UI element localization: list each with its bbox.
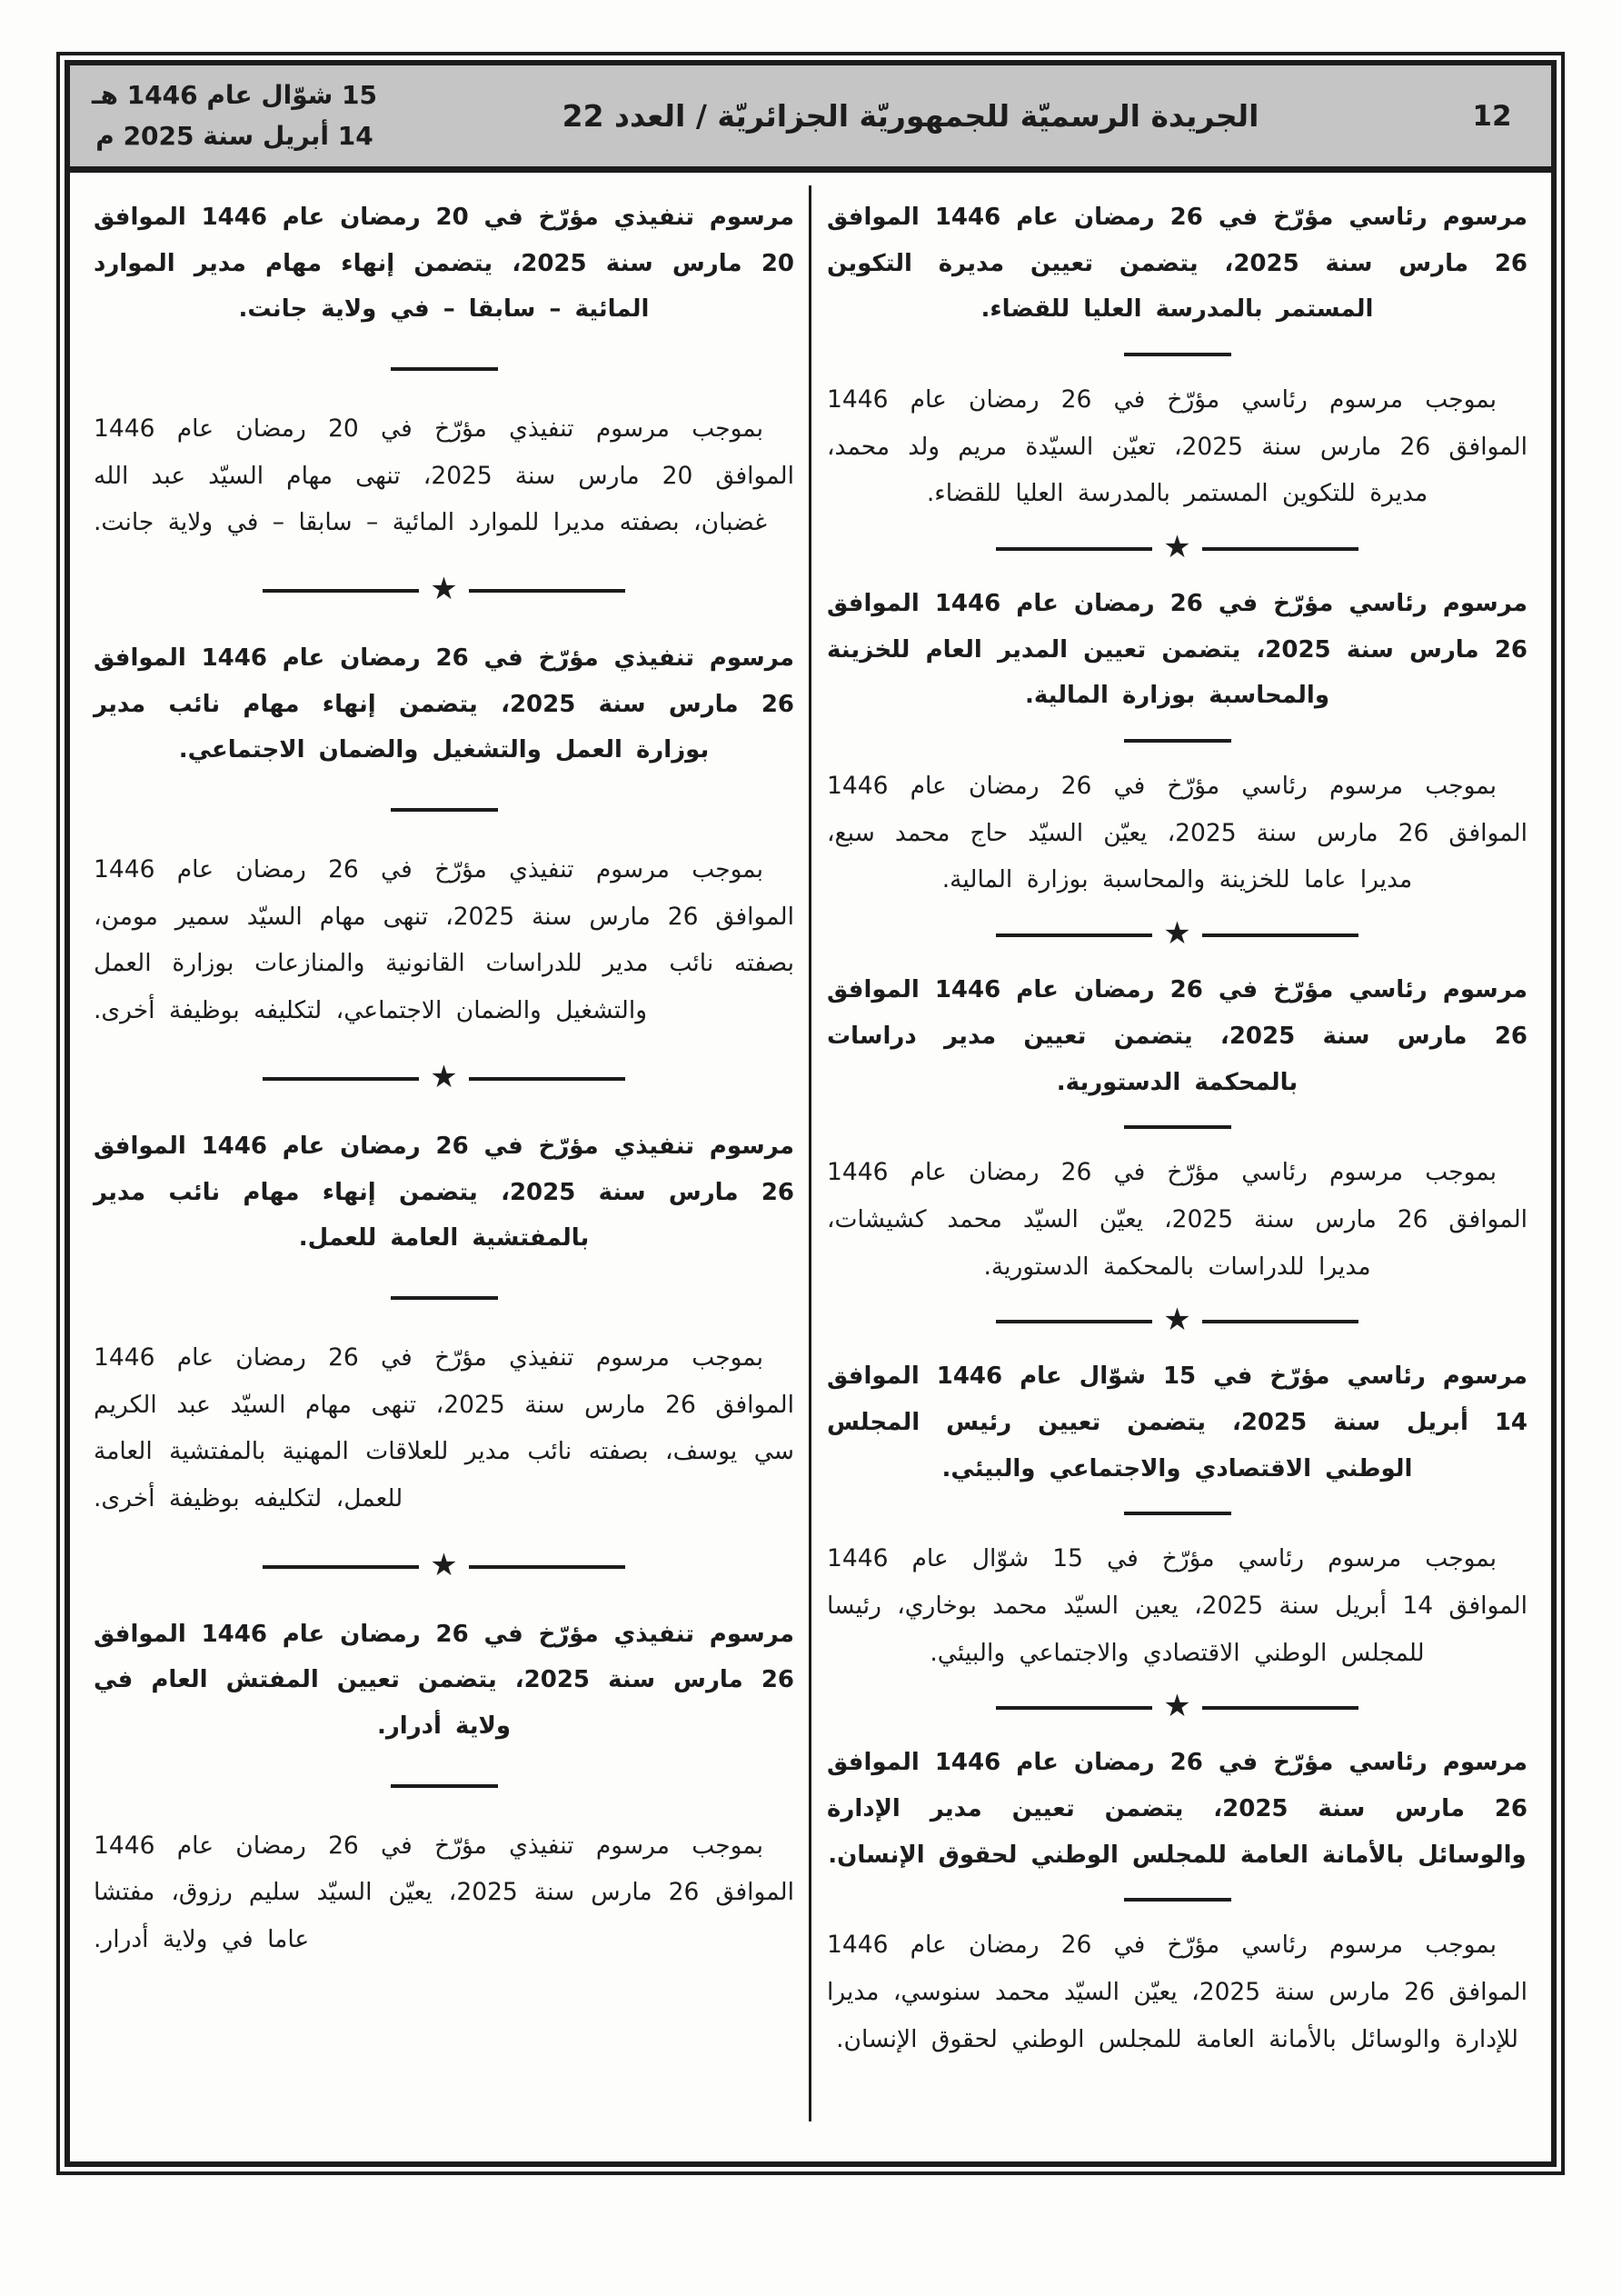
separator-line [263,1077,419,1081]
separator-line [469,589,625,593]
title-body-rule [391,367,498,371]
separator-line [1202,547,1358,551]
hijri-date: 15 شوّال عام 1446 هـ [91,79,378,110]
title-body-rule [1124,353,1231,356]
decree-title: مرسوم تنفيذي مؤرّخ في 26 رمضان عام 1446 الموافق 26 مارس سنة 2025، يتضمن تعيين المفتش العام في ولاية أدرار. [94,1620,794,1740]
decree-section [827,1353,1527,1676]
masthead [70,65,1551,173]
title-body-rule [391,1784,498,1788]
title-body-rule [391,1296,498,1300]
decree-body: بموجب مرسوم تنفيذي مؤرّخ في 26 رمضان عام 1446 الموافق 26 مارس سنة 2025، تنهى مهام السيّد عبد الكريم سي يوسف، بصفته نائب مدير للعلاقات المهنية بالمفتشية العامة للعمل، لتكليفه بوظيفة أخرى. [94,1343,794,1512]
decree-title: مرسوم رئاسي مؤرّخ في 26 رمضان عام 1446 الموافق 26 مارس سنة 2025، يتضمن تعيين مدير الإدارة والوسائل بالأمانة العامة للمجلس الوطني لحقوق الإنسان. [827,1749,1528,1869]
separator-line [1202,1320,1358,1323]
decree-title: مرسوم رئاسي مؤرّخ في 26 رمضان عام 1446 الموافق 26 مارس سنة 2025، يتضمن تعيين مدير دراسات بالمحكمة الدستورية. [827,976,1528,1096]
decree-title: مرسوم رئاسي مؤرّخ في 15 شوّال عام 1446 الموافق 14 أبريل سنة 2025، يتضمن تعيين رئيس المجلس الوطني الاقتصادي والاجتماعي والبيئي. [827,1363,1527,1482]
separator-line [1202,933,1358,937]
content-area [70,173,1551,2161]
separator-line [469,1077,625,1081]
star-icon: ★ [1163,1688,1191,1725]
title-body-rule [1124,1125,1231,1129]
gregorian-date: 14 أبريل سنة 2025 م [95,120,373,151]
star-separator [94,571,794,608]
star-icon: ★ [430,1546,458,1583]
decree-section [94,635,794,1034]
star-separator [827,915,1527,953]
decree-section [827,967,1527,1290]
decree-body: بموجب مرسوم تنفيذي مؤرّخ في 20 رمضان عام 1446 الموافق 20 مارس سنة 2025، تنهى مهام السيّد عبد الله غضبان، بصفته مديرا للموارد المائية – سابقا – في ولاية جانت. [94,414,794,537]
separator-line [996,1320,1152,1323]
star-separator [827,529,1527,566]
star-icon: ★ [1163,529,1191,566]
separator-line [263,589,419,593]
column-right [827,173,1527,2161]
decree-body: بموجب مرسوم رئاسي مؤرّخ في 26 رمضان عام 1446 الموافق 26 مارس سنة 2025، يعيّن السيّد محمد كشيشات، مديرا للدراسات بالمحكمة الدستورية. [827,1158,1528,1281]
star-separator [94,1546,794,1583]
star-separator [827,1302,1527,1339]
decree-title: مرسوم تنفيذي مؤرّخ في 26 رمضان عام 1446 الموافق 26 مارس سنة 2025، يتضمن إنهاء مهام نائب مدير بالمفتشية العامة للعمل. [94,1132,795,1253]
page-frame [56,52,1565,2175]
star-separator [94,1058,794,1095]
separator-line [996,1706,1152,1710]
separator-line [469,1565,625,1569]
decree-body: بموجب مرسوم تنفيذي مؤرّخ في 26 رمضان عام 1446 الموافق 26 مارس سنة 2025، تنهى مهام السيّد سمير مومن، بصفته نائب مدير للدراسات القانونية والمنازعات بوزارة العمل والتشغيل والضمان الاجتماعي، لتكليفه بوظيفة أخرى. [94,855,794,1025]
decree-body: بموجب مرسوم تنفيذي مؤرّخ في 26 رمضان عام 1446 الموافق 26 مارس سنة 2025، يعيّن السيّد سليم رزوق، مفتشا عاما في ولاية أدرار. [94,1831,794,1953]
journal-title: الجريدة الرسميّة للجمهوريّة الجزائريّة / العدد 22 [562,98,1259,134]
decree-section [94,1123,794,1522]
separator-line [1202,1706,1358,1710]
star-icon: ★ [1163,915,1191,953]
decree-title: مرسوم تنفيذي مؤرّخ في 26 رمضان عام 1446 الموافق 26 مارس سنة 2025، يتضمن إنهاء مهام نائب مدير بوزارة العمل والتشغيل والضمان الاجتماعي. [94,644,795,764]
decree-body: بموجب مرسوم رئاسي مؤرّخ في 26 رمضان عام 1446 الموافق 26 مارس سنة 2025، تعيّن السيّدة مريم ولد محمد، مديرة للتكوين المستمر بالمدرسة العليا للقضاء. [827,385,1527,508]
title-body-rule [391,808,498,812]
star-separator [827,1688,1527,1725]
decree-body: بموجب مرسوم رئاسي مؤرّخ في 26 رمضان عام 1446 الموافق 26 مارس سنة 2025، يعيّن السيّد حاج محمد سبع، مديرا عاما للخزينة والمحاسبة بوزارة المالية. [827,772,1527,894]
column-left [94,173,794,2161]
decree-title: مرسوم رئاسي مؤرّخ في 26 رمضان عام 1446 الموافق 26 مارس سنة 2025، يتضمن تعيين مديرة التكوين المستمر بالمدرسة العليا للقضاء. [827,204,1528,324]
title-body-rule [1124,1898,1231,1902]
page-frame-inner [65,60,1557,2167]
star-icon: ★ [430,1058,458,1095]
page-number: 12 [1472,99,1512,133]
separator-line [996,547,1152,551]
title-body-rule [1124,1512,1231,1515]
separator-line [263,1565,419,1569]
star-icon: ★ [1163,1302,1191,1339]
decree-title: مرسوم رئاسي مؤرّخ في 26 رمضان عام 1446 الموافق 26 مارس سنة 2025، يتضمن تعيين المدير العام للخزينة والمحاسبة بوزارة المالية. [827,590,1528,710]
decree-section [827,195,1527,517]
title-body-rule [1124,739,1231,743]
decree-section [94,1612,794,1963]
decree-title: مرسوم تنفيذي مؤرّخ في 20 رمضان عام 1446 الموافق 20 مارس سنة 2025، يتضمن إنهاء مهام مدير الموارد المائية – سابقا – في ولاية جانت. [94,204,794,324]
column-divider [809,185,811,2121]
decree-body: بموجب مرسوم رئاسي مؤرّخ في 15 شوّال عام 1446 الموافق 14 أبريل سنة 2025، يعين السيّد محمد بوخاري، رئيسا للمجلس الوطني الاقتصادي والاجتماعي والبيئي. [827,1544,1527,1667]
separator-line [996,933,1152,937]
decree-section [827,581,1527,903]
masthead-dates [70,75,388,157]
star-icon: ★ [430,571,458,608]
decree-body: بموجب مرسوم رئاسي مؤرّخ في 26 رمضان عام 1446 الموافق 26 مارس سنة 2025، يعيّن السيّد محمد سنوسي، مديرا للإدارة والوسائل بالأمانة العامة للمجلس الوطني لحقوق الإنسان. [826,1931,1527,2053]
decree-section [94,195,794,546]
decree-section [827,1740,1527,2062]
